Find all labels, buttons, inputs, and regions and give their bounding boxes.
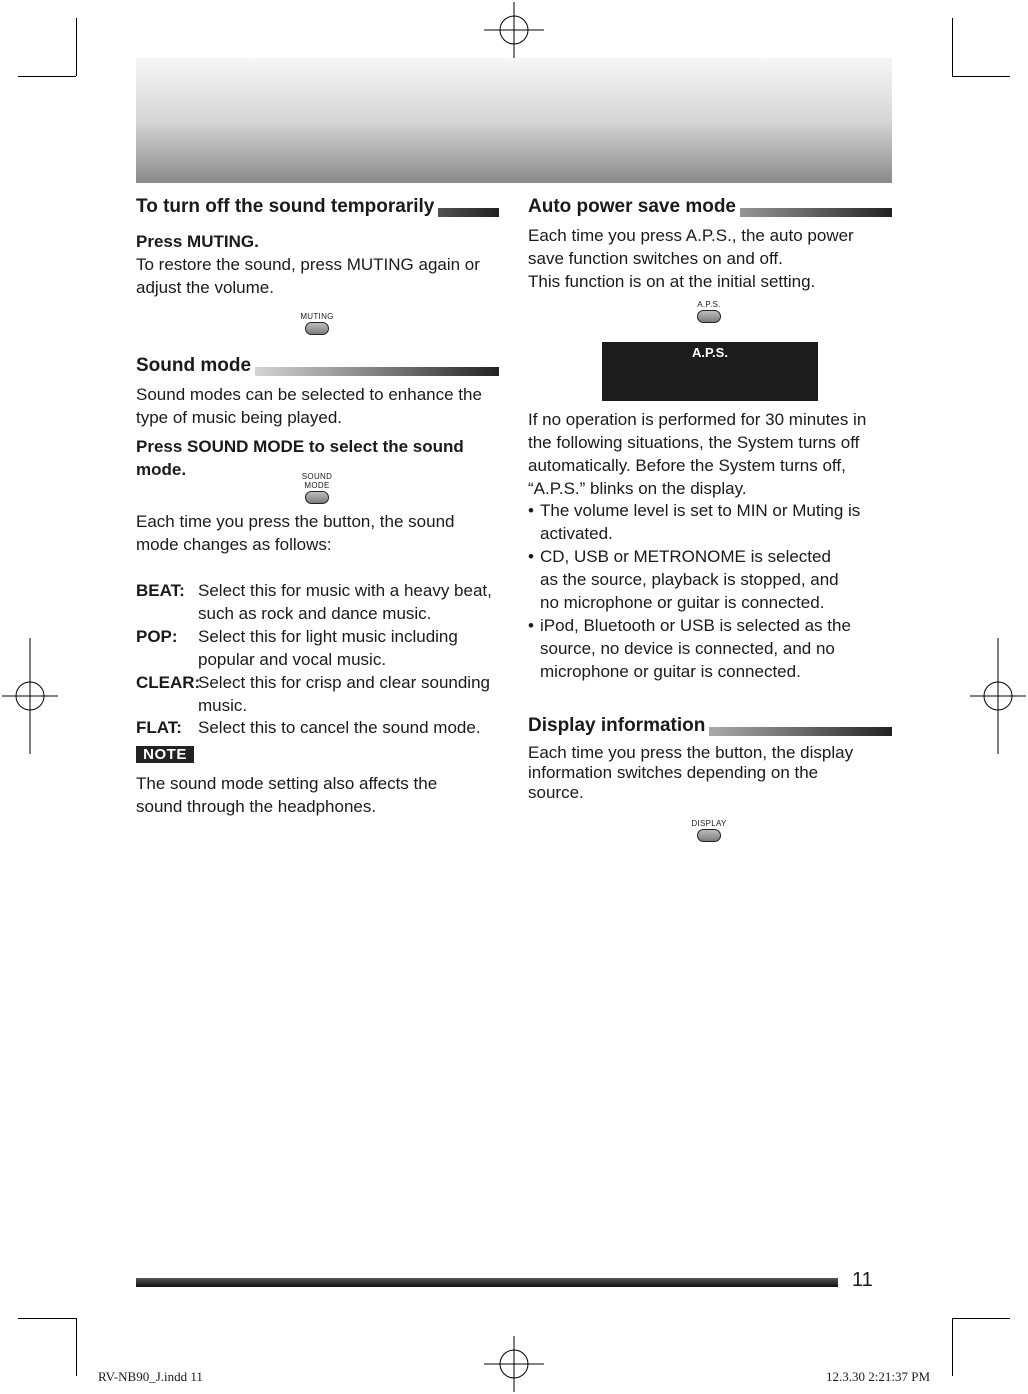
registration-mark-right [970, 638, 1026, 754]
registration-mark-bottom [484, 1336, 544, 1392]
muting-button-label: MUTING [300, 312, 334, 321]
crop-mark [952, 1318, 953, 1376]
mode-term: FLAT: [136, 718, 182, 737]
button-icon [305, 322, 329, 335]
display-info-heading [528, 715, 892, 739]
aps-display-panel [602, 342, 818, 401]
page-number: 11 [852, 1269, 873, 1291]
sound-mode-heading-text: Sound mode [136, 355, 255, 377]
display-button-label: DISPLAY [691, 819, 727, 828]
mode-row-clear [136, 671, 500, 717]
mode-row-pop [136, 625, 500, 671]
button-icon [305, 491, 329, 504]
registration-mark-top [484, 2, 544, 58]
bullet-dot: • [528, 547, 534, 566]
mode-desc: Select this for light music including popular and vocal music. [198, 627, 458, 669]
note-text: The sound mode setting also affects the sound through the headphones. [136, 774, 438, 816]
aps-heading-text: Auto power save mode [528, 196, 740, 218]
registration-mark-left [2, 638, 58, 754]
muting-heading [136, 196, 499, 220]
sound-mode-button-illustration [298, 472, 336, 504]
slug-file: RV-NB90_J.indd 11 [98, 1369, 203, 1384]
sound-mode-instruction: Press SOUND MODE to select the sound mode. [136, 437, 464, 479]
footer-rule [136, 1278, 838, 1287]
sound-mode-each-time: Each time you press the button, the sound mode changes as follows: [136, 512, 455, 554]
muting-heading-text: To turn off the sound temporarily [136, 196, 438, 218]
display-button-illustration [688, 819, 730, 842]
mode-desc: Select this for music with a heavy beat, such as rock and dance music. [198, 581, 492, 623]
display-info-body: Each time you press the button, the display information switches depending on the source. [528, 743, 854, 802]
button-icon [697, 829, 721, 842]
crop-mark [18, 1318, 76, 1319]
bullet-text: CD, USB or METRONOME is selected as the source, playback is stopped, and no microphone or guitar is connected. [540, 547, 839, 612]
sound-mode-button-label-2: MODE [304, 481, 330, 490]
mode-row-beat [136, 579, 500, 625]
muting-button-illustration [298, 312, 336, 335]
muting-body: To restore the sound, press MUTING again or adjust the volume. [136, 255, 480, 297]
sound-mode-button-label-1: SOUND [301, 472, 333, 481]
crop-mark [952, 76, 1010, 77]
crop-mark [76, 1318, 77, 1376]
crop-mark [952, 1318, 1010, 1319]
mode-term: CLEAR: [136, 673, 201, 692]
aps-display-text: A.P.S. [692, 345, 728, 360]
header-banner [136, 58, 892, 183]
bullet-dot: • [528, 501, 534, 520]
muting-instruction: Press MUTING. [136, 232, 259, 251]
aps-condition: If no operation is performed for 30 minutes in the following situations, the System turns off automatically. Before the System turns off, “A.P.S.” blinks on the display. [528, 410, 867, 498]
crop-mark [76, 18, 77, 76]
mode-desc: Select this to cancel the sound mode. [198, 718, 481, 737]
mode-term: POP: [136, 627, 178, 646]
sound-mode-heading [136, 355, 499, 379]
aps-initial: This function is on at the initial setting. [528, 272, 816, 291]
sound-mode-intro: Sound modes can be selected to enhance the type of music being played. [136, 385, 482, 427]
bullet-text: iPod, Bluetooth or USB is selected as the source, no device is connected, and no microphone or guitar is connected. [540, 616, 851, 681]
bullet-dot: • [528, 616, 534, 635]
slug-timestamp: 12.3.30 2:21:37 PM [826, 1369, 931, 1384]
display-info-heading-text: Display information [528, 715, 709, 737]
button-icon [697, 310, 721, 323]
crop-mark [952, 18, 953, 76]
aps-button-illustration [690, 300, 728, 323]
mode-term: BEAT: [136, 581, 185, 600]
aps-heading [528, 196, 892, 220]
aps-body: Each time you press A.P.S., the auto power save function switches on and off. [528, 226, 854, 268]
aps-button-label: A.P.S. [697, 300, 721, 309]
note-badge: NOTE [136, 746, 194, 763]
mode-desc: Select this for crisp and clear sounding music. [198, 673, 490, 715]
mode-row-flat [136, 716, 500, 739]
crop-mark [18, 76, 76, 77]
bullet-text: The volume level is set to MIN or Muting is activated. [540, 501, 861, 543]
